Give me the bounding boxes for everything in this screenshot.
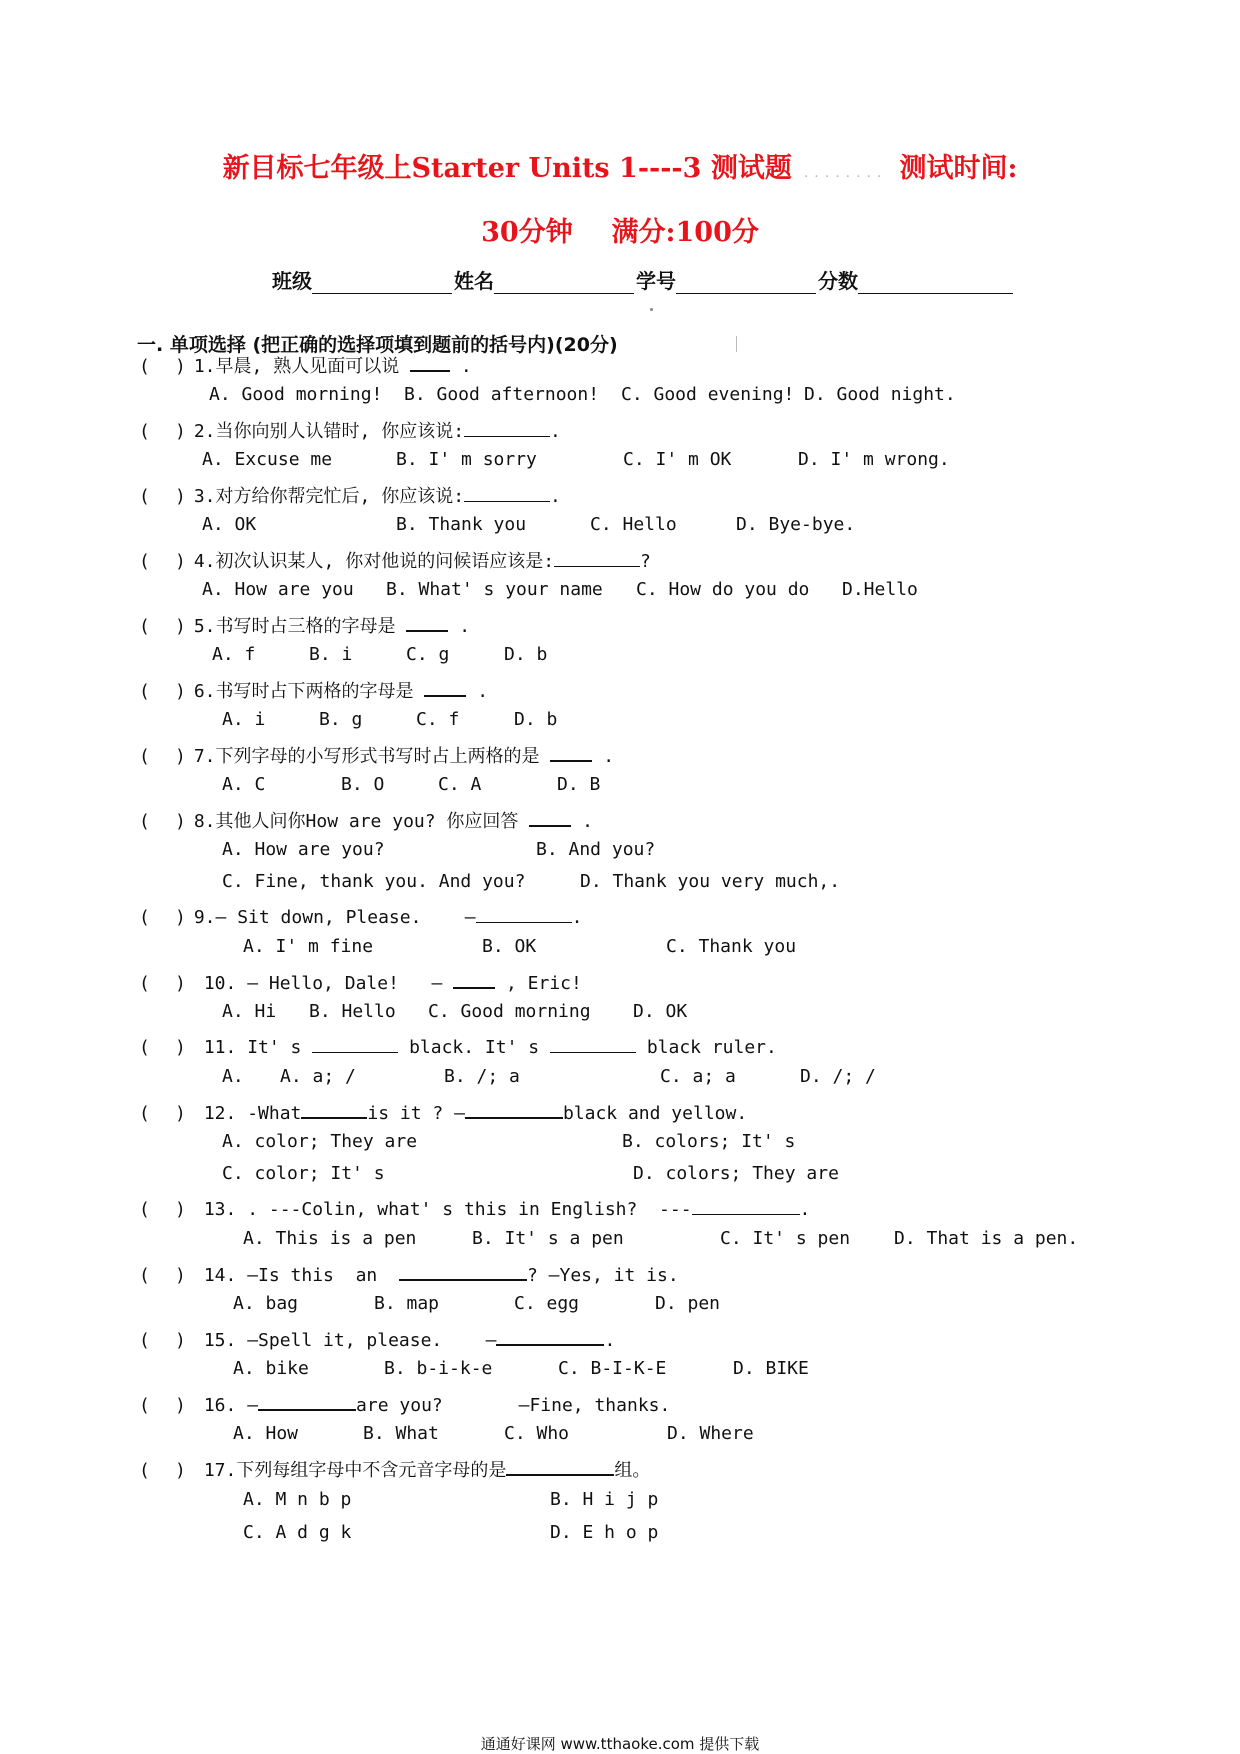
question-14 xyxy=(139,1261,679,1286)
option-c: C. Good evening! xyxy=(621,384,795,405)
answer-paren-close[interactable]: ) xyxy=(175,421,186,442)
question-stem-end: . xyxy=(582,811,593,832)
question-stem-end: . xyxy=(550,421,561,442)
question-9 xyxy=(139,904,582,928)
question-stem: 书写时占三格的字母是 xyxy=(215,616,396,637)
question-17 xyxy=(139,1456,650,1482)
question-stem-end: , Eric! xyxy=(505,973,582,994)
score-blank[interactable] xyxy=(858,273,1013,294)
question-stem: — xyxy=(247,1395,259,1416)
option-d: D. I' m wrong. xyxy=(798,449,950,470)
answer-paren-open: ( xyxy=(139,746,150,767)
question-11 xyxy=(139,1034,777,1058)
question-number: 17. xyxy=(203,1460,237,1481)
question-stem: 对方给你帮完忙后, 你应该说: xyxy=(215,486,465,507)
question-stem-end: 组。 xyxy=(614,1460,651,1481)
question-stem-end: —Fine, thanks. xyxy=(518,1395,671,1416)
student-id-label: 学号 xyxy=(636,269,676,293)
score-label: 分数 xyxy=(818,269,858,293)
option-d: D. b xyxy=(514,709,558,730)
answer-paren-open: ( xyxy=(139,1037,150,1058)
answer-blank[interactable] xyxy=(424,677,466,697)
question-stem: 书写时占下两格的字母是 xyxy=(215,681,414,702)
answer-paren-close[interactable]: ) xyxy=(175,681,186,702)
answer-paren-open: ( xyxy=(139,551,150,572)
option-c: C. Thank you xyxy=(666,936,797,957)
answer-blank[interactable] xyxy=(550,742,592,762)
answer-blank[interactable] xyxy=(410,352,450,372)
question-number: 10. xyxy=(203,973,237,994)
question-stem-end: ? xyxy=(640,551,651,572)
option-c: C. egg xyxy=(514,1293,580,1314)
option-d: D. Good night. xyxy=(804,384,956,405)
question-number: 16. xyxy=(203,1395,237,1416)
option-a: A. How are you? xyxy=(222,839,385,860)
option-a: A. f xyxy=(212,644,256,665)
option-a: A. bag xyxy=(233,1293,299,1314)
question-number: 9. xyxy=(193,907,216,928)
option-b: B. g xyxy=(319,709,363,730)
question-stem-end: . xyxy=(459,616,471,637)
question-number: 11. xyxy=(203,1037,237,1058)
answer-paren-close[interactable]: ) xyxy=(175,907,186,928)
option-d: D. That is a pen. xyxy=(894,1228,1079,1249)
question-stem-end: . xyxy=(603,746,615,767)
question-number: 13. xyxy=(203,1199,237,1220)
answer-paren-open: ( xyxy=(139,1460,150,1481)
answer-paren-close[interactable]: ) xyxy=(175,1199,186,1220)
question-number: 12. xyxy=(203,1103,237,1124)
question-stem-end: . xyxy=(477,681,489,702)
option-c: C. B-I-K-E xyxy=(558,1358,667,1379)
option-b: B. /; a xyxy=(444,1066,520,1087)
answer-paren-close[interactable]: ) xyxy=(175,356,186,377)
question-number: 8. xyxy=(193,811,216,832)
option-c: C. Who xyxy=(504,1423,570,1444)
option-b: B. b-i-k-e xyxy=(384,1358,493,1379)
answer-paren-close[interactable]: ) xyxy=(175,486,186,507)
question-number: 7. xyxy=(193,746,216,767)
question-stem: —Is this xyxy=(247,1265,334,1286)
question-13 xyxy=(139,1196,810,1220)
student-info-row xyxy=(272,265,1015,294)
title-dots: ........ xyxy=(803,165,888,181)
question-15 xyxy=(139,1326,615,1351)
answer-blank[interactable] xyxy=(692,1196,800,1215)
question-number: 14. xyxy=(203,1265,237,1286)
answer-blank[interactable] xyxy=(258,1391,356,1411)
question-7 xyxy=(139,742,614,768)
option-d: D. BIKE xyxy=(733,1358,809,1379)
option-b: B. Good afternoon! xyxy=(404,384,600,405)
question-stem-end: . xyxy=(604,1330,616,1351)
option-c: C. color; It' s xyxy=(222,1163,385,1184)
section-1-heading: 一. 单项选择 (把正确的选择项填到题前的括号内)(20分) xyxy=(137,334,618,356)
answer-paren-close[interactable]: ) xyxy=(175,973,186,994)
answer-blank-1[interactable] xyxy=(301,1099,367,1119)
option-c: C. f xyxy=(416,709,460,730)
answer-blank-2[interactable] xyxy=(550,1034,636,1053)
option-a: A. How xyxy=(233,1423,299,1444)
student-id-blank[interactable] xyxy=(676,273,816,294)
question-6 xyxy=(139,677,488,703)
option-a: A. Hi xyxy=(222,1001,277,1022)
answer-blank[interactable] xyxy=(453,969,495,989)
answer-paren-close[interactable]: ) xyxy=(175,1265,186,1286)
question-stem: It' s xyxy=(247,1037,302,1058)
question-stem: —Spell it, please. xyxy=(247,1330,443,1351)
page-footer: 通通好课网 www.tthaoke.com 提供下载 xyxy=(480,1735,760,1753)
option-b: B. And you? xyxy=(536,839,656,860)
question-stem: 当你向别人认错时, 你应该说: xyxy=(215,421,465,442)
option-b: B. colors; It' s xyxy=(622,1131,796,1152)
answer-paren-open: ( xyxy=(139,616,150,637)
question-stem: -What xyxy=(247,1103,302,1124)
option-b: B. H i j p xyxy=(550,1489,659,1510)
exam-time-label: 测试时间: xyxy=(899,153,1018,184)
exam-title: 新目标七年级上Starter Units 1----3 测试题 xyxy=(222,153,792,184)
answer-paren-close[interactable]: ) xyxy=(175,1037,186,1058)
option-a: A. color; They are xyxy=(222,1131,418,1152)
question-number: 6. xyxy=(193,681,216,702)
question-number: 15. xyxy=(203,1330,237,1351)
answer-paren-open: ( xyxy=(139,421,150,442)
class-blank[interactable] xyxy=(312,273,452,294)
option-c: C. g xyxy=(406,644,450,665)
answer-blank-2[interactable] xyxy=(465,1099,563,1119)
question-stem: 下列每组字母中不含元音字母的是 xyxy=(236,1460,507,1481)
cursor-mark xyxy=(736,336,737,352)
question-stem-end: . xyxy=(550,486,561,507)
option-a: A. a; / xyxy=(280,1066,356,1087)
option-c: C. A d g k xyxy=(243,1522,352,1543)
option-b: B. What' s your name xyxy=(386,579,603,600)
option-a: A. This is a pen xyxy=(243,1228,417,1249)
answer-paren-open: ( xyxy=(139,681,150,702)
question-stem-end: . xyxy=(460,356,472,377)
answer-paren-open: ( xyxy=(139,811,150,832)
question-number: 3. xyxy=(193,486,216,507)
question-stem-mid: an xyxy=(355,1265,378,1286)
answer-paren-open: ( xyxy=(139,1103,150,1124)
option-a: A. M n b p xyxy=(243,1489,352,1510)
answer-paren-open: ( xyxy=(139,1330,150,1351)
exam-title-line2 xyxy=(0,210,1240,249)
answer-blank[interactable] xyxy=(529,807,571,827)
question-stem: — Hello, Dale! xyxy=(247,973,399,994)
option-d: D. B xyxy=(557,774,601,795)
answer-paren-close[interactable]: ) xyxy=(175,616,186,637)
answer-blank[interactable] xyxy=(399,1261,527,1281)
question-stem-mid: are you? xyxy=(356,1395,443,1416)
option-d: D. E h o p xyxy=(550,1522,659,1543)
option-c: C. a; a xyxy=(660,1066,736,1087)
option-a: A. OK xyxy=(202,514,257,535)
answer-blank-1[interactable] xyxy=(312,1034,398,1053)
answer-paren-close[interactable]: ) xyxy=(175,1460,186,1481)
question-5 xyxy=(139,612,470,638)
question-10 xyxy=(139,969,582,994)
option-d: D. pen xyxy=(655,1293,721,1314)
answer-blank[interactable] xyxy=(496,1326,604,1346)
question-stem: . ---Colin, what' s this in English? xyxy=(247,1199,638,1220)
option-d: D. /; / xyxy=(800,1066,876,1087)
question-stem-mid: black. It' s xyxy=(409,1037,540,1058)
option-c: C. Hello xyxy=(590,514,677,535)
option-a: A. i xyxy=(222,709,266,730)
question-stem-end: . xyxy=(799,1199,811,1220)
stray-dot xyxy=(650,308,653,311)
option-b: B. It' s a pen xyxy=(472,1228,624,1249)
answer-paren-open: ( xyxy=(139,1265,150,1286)
question-stem: 早晨, 熟人见面可以说 xyxy=(215,356,400,377)
option-b: B. map xyxy=(374,1293,440,1314)
answer-paren-close[interactable]: ) xyxy=(175,1330,186,1351)
answer-blank[interactable] xyxy=(464,483,550,502)
option-c: C. Fine, thank you. And you? xyxy=(222,871,526,892)
option-c: C. A xyxy=(438,774,482,795)
name-blank[interactable] xyxy=(494,273,634,294)
option-c: C. It' s pen xyxy=(720,1228,851,1249)
question-number: 5. xyxy=(193,616,216,637)
answer-paren-close[interactable]: ) xyxy=(175,1395,186,1416)
answer-paren-close[interactable]: ) xyxy=(175,551,186,572)
option-b: B. I' m sorry xyxy=(396,449,537,470)
option-d: D.Hello xyxy=(842,579,918,600)
option-d: D. Thank you very much,. xyxy=(580,871,841,892)
option-d: D. colors; They are xyxy=(633,1163,839,1184)
option-a: A. Good morning! xyxy=(209,384,383,405)
exam-title-line1 xyxy=(0,146,1240,185)
exam-time-value: 30分钟 xyxy=(481,217,573,248)
reply-dash: — xyxy=(485,1330,497,1351)
option-d: D. Where xyxy=(667,1423,754,1444)
question-number: 2. xyxy=(193,421,216,442)
question-stem-end: black and yellow. xyxy=(562,1103,748,1124)
exam-full-score: 满分:100分 xyxy=(611,217,759,248)
name-label: 姓名 xyxy=(454,269,494,293)
option-c: C. How do you do xyxy=(636,579,810,600)
option-a: A. C xyxy=(222,774,266,795)
option-b: B. Thank you xyxy=(396,514,527,535)
answer-blank[interactable] xyxy=(406,612,448,632)
answer-blank[interactable] xyxy=(554,548,640,567)
question-stem: 其他人问你How are you? 你应回答 xyxy=(215,811,519,832)
option-label-a: A. xyxy=(222,1066,244,1087)
answer-paren-open: ( xyxy=(139,973,150,994)
question-16 xyxy=(139,1391,670,1416)
option-c: C. I' m OK xyxy=(623,449,732,470)
question-stem-mid: is it ? — xyxy=(367,1103,465,1124)
class-label: 班级 xyxy=(272,269,312,293)
question-stem: 初次认识某人, 你对他说的问候语应该是: xyxy=(215,551,555,572)
reply-dash: --- xyxy=(659,1199,692,1220)
option-d: D. OK xyxy=(633,1001,688,1022)
option-a: A. How are you xyxy=(202,579,354,600)
option-b: B. Hello xyxy=(309,1001,396,1022)
answer-blank[interactable] xyxy=(464,418,550,437)
answer-blank[interactable] xyxy=(476,904,572,923)
question-stem: 下列字母的小写形式书写时占上两格的是 xyxy=(215,746,540,767)
question-4 xyxy=(139,547,651,573)
option-a: A. bike xyxy=(233,1358,309,1379)
question-stem-end: . xyxy=(571,907,583,928)
answer-paren-open: ( xyxy=(139,1395,150,1416)
answer-paren-open: ( xyxy=(139,1199,150,1220)
reply-dash: — xyxy=(431,973,443,994)
answer-paren-open: ( xyxy=(139,356,150,377)
answer-blank[interactable] xyxy=(506,1456,614,1476)
question-stem-end: ? —Yes, it is. xyxy=(526,1265,679,1286)
answer-paren-open: ( xyxy=(139,907,150,928)
answer-paren-close[interactable]: ) xyxy=(175,1103,186,1124)
reply-dash: — xyxy=(464,907,476,928)
option-b: B. OK xyxy=(482,936,537,957)
question-8 xyxy=(139,807,593,833)
option-c: C. Good morning xyxy=(428,1001,591,1022)
question-12 xyxy=(139,1099,747,1124)
answer-paren-open: ( xyxy=(139,486,150,507)
option-d: D. b xyxy=(504,644,548,665)
option-a: A. I' m fine xyxy=(243,936,374,957)
question-stem: — Sit down, Please. xyxy=(215,907,422,928)
option-d: D. Bye-bye. xyxy=(736,514,856,535)
question-2 xyxy=(139,417,561,443)
question-1 xyxy=(139,352,472,378)
option-b: B. What xyxy=(363,1423,439,1444)
question-number: 1. xyxy=(193,356,216,377)
question-3 xyxy=(139,482,561,508)
option-b: B. i xyxy=(309,644,353,665)
answer-paren-close[interactable]: ) xyxy=(175,746,186,767)
answer-paren-close[interactable]: ) xyxy=(175,811,186,832)
question-stem-end: black ruler. xyxy=(646,1037,777,1058)
option-b: B. O xyxy=(341,774,385,795)
question-number: 4. xyxy=(193,551,216,572)
option-a: A. Excuse me xyxy=(202,449,333,470)
